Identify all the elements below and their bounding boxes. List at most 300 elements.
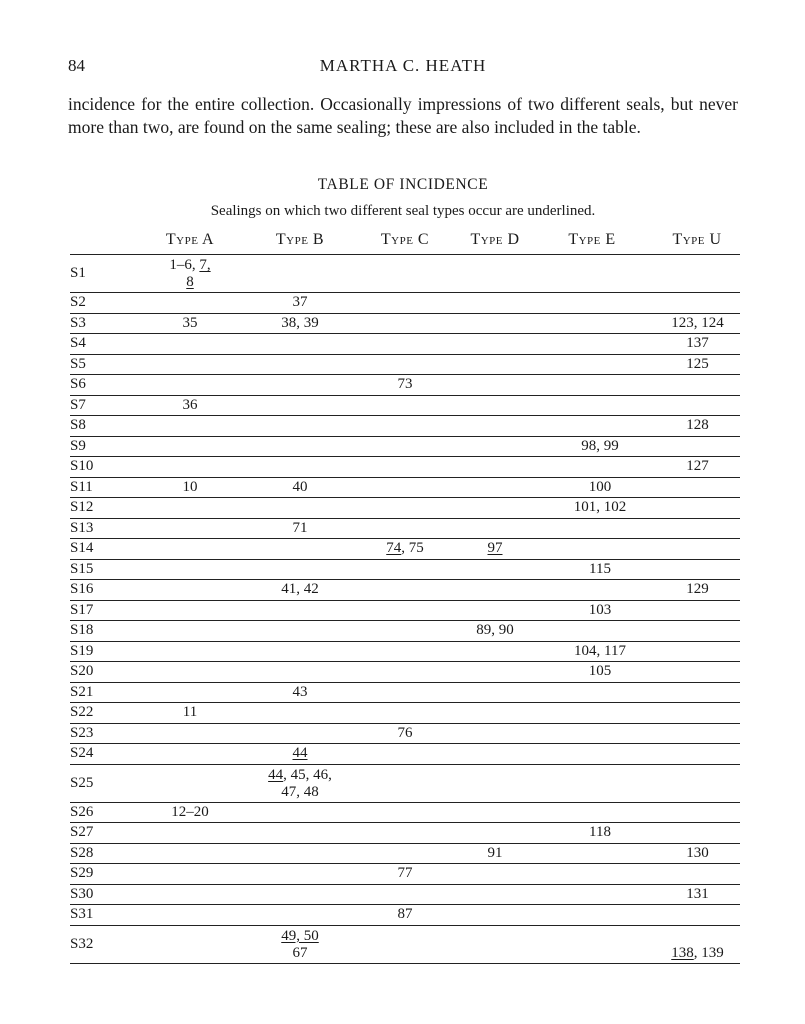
cell-type-b [245,293,355,313]
row-label [70,293,130,313]
sealing-number: 103 [588,601,612,618]
row-label-text: S3 [70,314,86,331]
cell-type-d [455,478,535,498]
row-label-text: S22 [70,704,94,721]
cell-type-b [245,580,355,600]
cell-type-b [245,560,355,580]
cell-type-a [150,703,230,723]
cell-type-a [150,539,230,559]
cell-type-c [365,314,445,334]
cell-type-u [655,334,740,354]
cell-line [245,315,355,332]
cell-type-u [655,416,740,436]
table-row [70,580,740,601]
cell-type-e [550,683,650,703]
cell-type-d [455,642,535,662]
table-row [70,703,740,724]
row-label-text: S21 [70,683,94,700]
cell-type-d [455,926,535,963]
cell-type-b [245,539,355,559]
cell-type-u [655,844,740,864]
row-label [70,703,130,723]
cell-line [150,274,230,291]
sealing-number: 36 [182,396,198,413]
cell-type-u [655,864,740,884]
cell-type-u [655,560,740,580]
cell-line [655,458,740,475]
table-row [70,539,740,560]
cell-type-e [550,478,650,498]
underlined-sealing-number: 8 [186,274,194,290]
cell-type-a [150,498,230,518]
cell-line [245,767,355,784]
cell-type-u [655,885,740,905]
row-label [70,437,130,457]
cell-type-u [655,519,740,539]
cell-line [550,561,650,578]
cell-type-a [150,765,230,802]
table-row [70,478,740,499]
cell-type-e [550,580,650,600]
row-label [70,498,130,518]
cell-type-b [245,416,355,436]
cell-type-c [365,560,445,580]
cell-type-u [655,662,740,682]
cell-type-u [655,498,740,518]
cell-type-u [655,293,740,313]
cell-type-u [655,457,740,477]
sealing-number: 105 [588,663,612,679]
table-row [70,844,740,865]
cell-type-c [365,864,445,884]
cell-line [245,294,355,311]
sealing-number: , 45, 46, [283,766,332,783]
row-label-text: S9 [70,437,86,454]
table-row [70,744,740,765]
table-row [70,642,740,663]
cell-type-a [150,844,230,864]
sealing-number: 131 [686,885,709,902]
row-label [70,375,130,395]
cell-type-e [550,375,650,395]
cell-type-a [150,416,230,436]
row-label [70,255,130,292]
cell-type-c [365,823,445,843]
sealing-number: 67 [292,944,308,961]
cell-line [365,865,445,882]
cell-line [365,376,445,393]
cell-line [550,499,650,516]
cell-line [655,356,740,373]
cell-type-e [550,703,650,723]
row-label-text: S13 [70,519,94,536]
cell-type-u [655,683,740,703]
cell-type-d [455,560,535,580]
cell-type-b [245,724,355,744]
cell-line [150,257,230,274]
page-header [68,56,738,80]
underlined-sealing-number: 97 [487,540,503,556]
cell-type-a [150,662,230,682]
cell-line [655,945,740,962]
cell-line [655,315,740,332]
cell-type-e [550,642,650,662]
underlined-sealing-number: 49, 50 [281,927,319,944]
row-label-text: S15 [70,560,94,577]
sealing-number: 10 [182,478,198,495]
sealing-number: 115 [589,560,611,577]
cell-type-e [550,255,650,292]
cell-type-u [655,539,740,559]
cell-type-d [455,885,535,905]
underlined-sealing-number: 44 [268,766,284,783]
cell-type-u [655,744,740,764]
table-row [70,396,740,417]
cell-line [550,824,650,841]
cell-type-c [365,724,445,744]
cell-type-b [245,355,355,375]
cell-type-u [655,926,740,963]
cell-type-c [365,498,445,518]
cell-line [150,397,230,414]
row-label [70,416,130,436]
table-row [70,803,740,824]
row-label [70,457,130,477]
row-label [70,601,130,621]
cell-type-c [365,416,445,436]
row-label [70,580,130,600]
cell-type-c [365,601,445,621]
incidence-table [70,226,740,964]
sealing-number: 125 [686,355,709,372]
cell-type-c [365,375,445,395]
cell-type-u [655,765,740,802]
cell-type-e [550,765,650,802]
row-label [70,765,130,802]
cell-line [655,886,740,903]
cell-type-a [150,478,230,498]
row-label-text: S18 [70,622,94,639]
table-row [70,601,740,622]
cell-type-c [365,621,445,641]
cell-type-b [245,683,355,703]
cell-type-u [655,905,740,925]
row-label-text: S14 [70,540,94,557]
cell-type-b [245,314,355,334]
row-label-text: S24 [70,745,94,762]
cell-type-e [550,498,650,518]
row-label-text: S29 [70,865,94,882]
cell-type-d [455,255,535,292]
row-label [70,539,130,559]
cell-type-e [550,396,650,416]
sealing-number: 71 [292,519,308,536]
underlined-sealing-number: 74 [386,540,402,556]
cell-type-b [245,823,355,843]
cell-type-b [245,803,355,823]
cell-type-u [655,580,740,600]
cell-type-c [365,355,445,375]
cell-type-c [365,683,445,703]
cell-type-a [150,744,230,764]
cell-type-d [455,765,535,802]
cell-type-a [150,864,230,884]
cell-line [655,845,740,862]
cell-line [365,725,445,742]
cell-line [655,335,740,352]
cell-type-e [550,724,650,744]
table-row [70,498,740,519]
cell-type-d [455,580,535,600]
row-label [70,905,130,925]
cell-type-d [455,334,535,354]
sealing-number: 40 [292,478,308,495]
row-label [70,662,130,682]
row-label-text: S19 [70,642,94,659]
cell-line [245,581,355,598]
row-label [70,314,130,334]
cell-type-e [550,416,650,436]
sealing-number: 1–6, [169,257,200,273]
cell-type-e [550,926,650,963]
sealing-number: 127 [686,458,709,474]
cell-type-d [455,621,535,641]
cell-type-e [550,539,650,559]
cell-type-e [550,844,650,864]
row-label [70,803,130,823]
cell-type-d [455,601,535,621]
cell-line [455,622,535,639]
sealing-number: 87 [397,906,413,922]
row-label [70,621,130,641]
sealing-number: 47, 48 [281,783,319,800]
cell-type-b [245,457,355,477]
table-row [70,355,740,376]
cell-line [550,602,650,619]
table-row [70,375,740,396]
cell-type-a [150,601,230,621]
table-row [70,823,740,844]
cell-type-c [365,926,445,963]
cell-type-u [655,601,740,621]
table-row [70,255,740,293]
row-label [70,724,130,744]
cell-type-c [365,519,445,539]
cell-type-b [245,255,355,292]
cell-type-d [455,724,535,744]
row-label-text: S23 [70,724,94,741]
row-label-text: S20 [70,663,94,680]
cell-type-d [455,823,535,843]
cell-type-u [655,703,740,723]
row-label [70,560,130,580]
row-label [70,642,130,662]
table-row [70,683,740,704]
cell-type-u [655,724,740,744]
cell-type-b [245,621,355,641]
row-label-text: S32 [70,935,94,952]
cell-type-d [455,396,535,416]
cell-type-b [245,926,355,963]
row-label-text: S12 [70,499,94,516]
cell-line [455,845,535,862]
sealing-number: 89, 90 [476,622,514,638]
row-label [70,844,130,864]
cell-type-c [365,539,445,559]
sealing-number: 101, 102 [573,499,627,515]
table-row [70,416,740,437]
row-label-text: S1 [70,265,86,281]
cell-line [245,745,355,762]
cell-type-c [365,437,445,457]
cell-type-d [455,703,535,723]
sealing-number: 11 [182,704,198,720]
cell-line [245,945,355,962]
row-label-text: S10 [70,458,94,475]
cell-type-e [550,662,650,682]
cell-line [365,906,445,923]
underlined-sealing-number: 44 [292,745,308,761]
table-row [70,293,740,314]
cell-type-d [455,293,535,313]
sealing-number: 41, 42 [281,581,319,597]
cell-type-u [655,478,740,498]
row-label-text: S7 [70,396,86,413]
table-row [70,905,740,926]
cell-type-b [245,703,355,723]
cell-type-a [150,823,230,843]
sealing-number: 38, 39 [281,314,319,331]
cell-type-c [365,844,445,864]
sealing-number: 98, 99 [581,437,619,454]
cell-line [245,479,355,496]
row-label-text: S11 [70,478,93,495]
cell-type-a [150,334,230,354]
cell-type-d [455,539,535,559]
row-label-text: S25 [70,774,94,791]
cell-type-a [150,642,230,662]
cell-type-a [150,293,230,313]
sealing-number: 76 [397,724,413,741]
cell-type-a [150,724,230,744]
cell-line [245,784,355,801]
cell-type-b [245,334,355,354]
cell-type-c [365,255,445,292]
cell-type-d [455,683,535,703]
cell-type-a [150,803,230,823]
underlined-sealing-number: 7, [199,257,211,273]
cell-type-c [365,662,445,682]
cell-type-d [455,662,535,682]
sealing-number: 91 [487,844,503,861]
cell-line [550,643,650,660]
cell-type-d [455,864,535,884]
cell-type-b [245,601,355,621]
cell-type-c [365,580,445,600]
cell-type-c [365,293,445,313]
cell-type-b [245,396,355,416]
sealing-number: 100 [588,478,612,495]
sealing-number: 12–20 [171,803,209,820]
cell-line [150,315,230,332]
row-label [70,885,130,905]
cell-type-c [365,744,445,764]
cell-type-d [455,844,535,864]
cell-type-a [150,905,230,925]
cell-type-b [245,519,355,539]
row-label [70,478,130,498]
row-label [70,683,130,703]
sealing-number: 137 [686,335,709,351]
cell-type-a [150,885,230,905]
row-label [70,334,130,354]
cell-type-a [150,375,230,395]
table-row [70,560,740,581]
row-label-text: S2 [70,294,86,311]
cell-type-c [365,478,445,498]
sealing-number: 130 [686,844,709,861]
cell-type-a [150,355,230,375]
row-label [70,744,130,764]
column-header-type-b: Type B [275,231,325,248]
cell-type-d [455,744,535,764]
cell-type-e [550,621,650,641]
cell-line [150,804,230,821]
table-row [70,437,740,458]
cell-type-e [550,803,650,823]
row-label-text: S28 [70,844,94,861]
column-header-type-c: Type C [380,231,430,248]
table-row [70,765,740,803]
row-label [70,864,130,884]
sealing-number: , 139 [693,944,724,961]
table-header-row [70,226,740,255]
sealing-number: 37 [292,294,308,310]
cell-type-a [150,519,230,539]
column-header-type-a: Type A [165,231,215,248]
row-label-text: S26 [70,803,94,820]
table-row [70,314,740,335]
cell-type-e [550,293,650,313]
row-label-text: S30 [70,885,94,902]
cell-type-d [455,905,535,925]
cell-type-a [150,396,230,416]
cell-line [655,417,740,434]
column-header-type-d: Type D [470,231,520,248]
table-row [70,662,740,683]
cell-type-u [655,314,740,334]
sealing-number: 129 [686,581,709,597]
cell-line [245,684,355,701]
cell-line [150,704,230,721]
cell-type-c [365,457,445,477]
cell-type-c [365,905,445,925]
sealing-number: , 75 [401,540,424,556]
row-label [70,926,130,963]
cell-type-e [550,601,650,621]
cell-type-u [655,803,740,823]
row-label [70,355,130,375]
cell-type-d [455,416,535,436]
cell-type-c [365,642,445,662]
table-row [70,885,740,906]
cell-type-d [455,375,535,395]
cell-type-b [245,642,355,662]
cell-type-e [550,457,650,477]
sealing-number: 118 [589,824,611,840]
cell-type-e [550,905,650,925]
row-label-text: S16 [70,581,94,598]
